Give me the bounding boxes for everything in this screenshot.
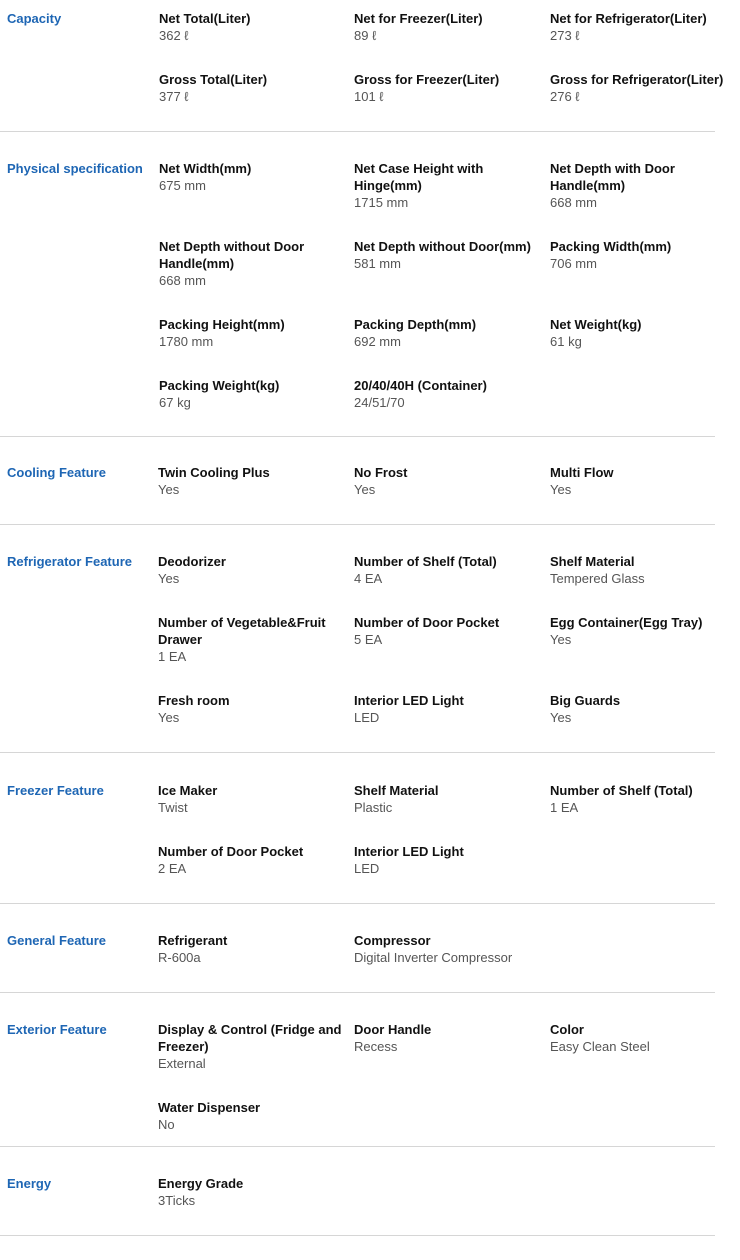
spec-label: Color: [550, 1022, 584, 1037]
spec-label: Big Guards: [550, 693, 621, 708]
spec-section-refrigerator-feature: [0, 553, 715, 753]
section-title: Physical specification: [7, 161, 143, 176]
spec-value: No: [158, 1117, 175, 1132]
spec-value: Yes: [550, 710, 572, 725]
spec-section-general-feature: [0, 932, 715, 993]
spec-label: Deodorizer: [158, 554, 226, 569]
spec-item: [550, 782, 740, 816]
spec-value: External: [158, 1056, 206, 1071]
spec-item: [550, 614, 740, 648]
spec-label: Door Handle: [354, 1022, 432, 1037]
spec-label: Fresh room: [158, 693, 230, 708]
spec-label: No Frost: [354, 465, 408, 480]
spec-item: [158, 1021, 350, 1072]
spec-label: Packing Height(mm): [159, 317, 285, 332]
spec-item: [158, 614, 350, 665]
spec-value: 1715 mm: [354, 195, 409, 210]
spec-label: Compressor: [354, 933, 431, 948]
spec-section-exterior-feature: [0, 1021, 715, 1147]
spec-value: 61 kg: [550, 334, 582, 349]
spec-value: 692 mm: [354, 334, 401, 349]
spec-value: 2 EA: [158, 861, 187, 876]
section-title: General Feature: [7, 933, 106, 948]
spec-value: 273 ℓ: [550, 28, 580, 43]
spec-section-energy: [0, 1175, 715, 1236]
spec-item: [159, 377, 351, 411]
spec-value: 1 EA: [550, 800, 579, 815]
spec-label: Net Depth without Door(mm): [354, 239, 531, 254]
spec-value: 377 ℓ: [159, 89, 189, 104]
spec-value: Twist: [158, 800, 188, 815]
spec-item: [158, 782, 350, 816]
spec-item: [159, 10, 351, 44]
spec-item: [158, 1099, 350, 1133]
spec-value: 706 mm: [550, 256, 597, 271]
spec-value: Recess: [354, 1039, 398, 1054]
spec-value: 276 ℓ: [550, 89, 580, 104]
spec-item: [354, 160, 546, 211]
spec-label: 20/40/40H (Container): [354, 378, 487, 393]
spec-value: 668 mm: [159, 273, 206, 288]
spec-label: Net Depth with Door Handle(mm): [550, 161, 675, 193]
section-title: Refrigerator Feature: [7, 554, 132, 569]
spec-label: Multi Flow: [550, 465, 614, 480]
spec-item: [354, 1021, 546, 1055]
spec-label: Number of Shelf (Total): [550, 783, 693, 798]
spec-value: Yes: [354, 482, 376, 497]
spec-item: [550, 553, 740, 587]
spec-label: Packing Depth(mm): [354, 317, 477, 332]
spec-label: Gross for Refrigerator(Liter): [550, 72, 724, 87]
spec-value: Easy Clean Steel: [550, 1039, 650, 1054]
spec-value: LED: [354, 861, 380, 876]
spec-item: [158, 843, 350, 877]
spec-item: [354, 782, 546, 816]
spec-value: 362 ℓ: [159, 28, 189, 43]
spec-label: Egg Container(Egg Tray): [550, 615, 703, 630]
spec-value: LED: [354, 710, 380, 725]
spec-item: [550, 238, 740, 272]
spec-value: Yes: [158, 482, 180, 497]
spec-value: 89 ℓ: [354, 28, 377, 43]
spec-label: Water Dispenser: [158, 1100, 261, 1115]
spec-item: [159, 160, 351, 194]
spec-value: Digital Inverter Compressor: [354, 950, 513, 965]
spec-label: Number of Door Pocket: [158, 844, 304, 859]
spec-item: [354, 71, 546, 105]
spec-label: Net for Refrigerator(Liter): [550, 11, 707, 26]
spec-item: [354, 10, 546, 44]
spec-value: 1780 mm: [159, 334, 214, 349]
spec-label: Number of Door Pocket: [354, 615, 500, 630]
spec-label: Net Width(mm): [159, 161, 252, 176]
spec-item: [354, 614, 546, 648]
spec-item: [158, 464, 350, 498]
spec-value: Yes: [550, 632, 572, 647]
spec-item: [550, 10, 740, 44]
spec-section-freezer-feature: [0, 782, 715, 904]
spec-label: Net Depth without Door Handle(mm): [159, 239, 305, 271]
spec-value: 4 EA: [354, 571, 383, 586]
spec-item: [354, 238, 546, 272]
spec-value: 24/51/70: [354, 395, 405, 410]
spec-value: R-600a: [158, 950, 201, 965]
spec-item: [354, 316, 546, 350]
section-title: Capacity: [7, 11, 62, 26]
spec-section-capacity: [0, 10, 724, 132]
spec-item: [159, 71, 351, 105]
spec-item: [550, 316, 740, 350]
spec-item: [550, 464, 740, 498]
spec-item: [354, 377, 546, 411]
section-title: Exterior Feature: [7, 1022, 107, 1037]
spec-label: Refrigerant: [158, 933, 228, 948]
spec-value: 1 EA: [158, 649, 187, 664]
spec-value: 675 mm: [159, 178, 206, 193]
spec-value: Plastic: [354, 800, 393, 815]
spec-value: 3Ticks: [158, 1193, 196, 1208]
spec-label: Display & Control (Fridge and Freezer): [158, 1022, 342, 1054]
spec-value: 67 kg: [159, 395, 191, 410]
spec-label: Gross Total(Liter): [159, 72, 268, 87]
spec-label: Ice Maker: [158, 783, 218, 798]
spec-item: [550, 71, 740, 105]
spec-value: 668 mm: [550, 195, 597, 210]
spec-label: Number of Vegetable&Fruit Drawer: [158, 615, 326, 647]
spec-label: Packing Weight(kg): [159, 378, 280, 393]
spec-label: Number of Shelf (Total): [354, 554, 497, 569]
spec-label: Net for Freezer(Liter): [354, 11, 483, 26]
spec-item: [159, 238, 351, 289]
spec-value: 581 mm: [354, 256, 401, 271]
spec-label: Net Case Height with Hinge(mm): [354, 161, 484, 193]
section-title: Cooling Feature: [7, 465, 106, 480]
spec-item: [158, 932, 350, 966]
spec-label: Shelf Material: [550, 554, 635, 569]
spec-value: 5 EA: [354, 632, 383, 647]
spec-value: Yes: [158, 710, 180, 725]
spec-section-cooling-feature: [0, 464, 715, 525]
spec-item: [354, 553, 546, 587]
spec-item: [159, 316, 351, 350]
spec-item: [550, 160, 740, 211]
section-title: Energy: [7, 1176, 52, 1191]
spec-value: 101 ℓ: [354, 89, 384, 104]
spec-label: Interior LED Light: [354, 693, 464, 708]
spec-label: Net Weight(kg): [550, 317, 642, 332]
spec-label: Twin Cooling Plus: [158, 465, 270, 480]
spec-label: Interior LED Light: [354, 844, 464, 859]
spec-section-physical-specification: [0, 160, 715, 437]
spec-label: Net Total(Liter): [159, 11, 251, 26]
spec-item: [550, 692, 740, 726]
spec-label: Gross for Freezer(Liter): [354, 72, 500, 87]
spec-value: Yes: [158, 571, 180, 586]
spec-item: [158, 692, 350, 726]
spec-item: [158, 553, 350, 587]
spec-item: [158, 1175, 350, 1209]
section-title: Freezer Feature: [7, 783, 104, 798]
spec-item: [354, 843, 546, 877]
spec-item: [354, 932, 546, 966]
spec-value: Yes: [550, 482, 572, 497]
spec-item: [354, 692, 546, 726]
spec-label: Packing Width(mm): [550, 239, 672, 254]
spec-item: [354, 464, 546, 498]
spec-label: Energy Grade: [158, 1176, 244, 1191]
spec-item: [550, 1021, 740, 1055]
spec-label: Shelf Material: [354, 783, 439, 798]
spec-value: Tempered Glass: [550, 571, 645, 586]
